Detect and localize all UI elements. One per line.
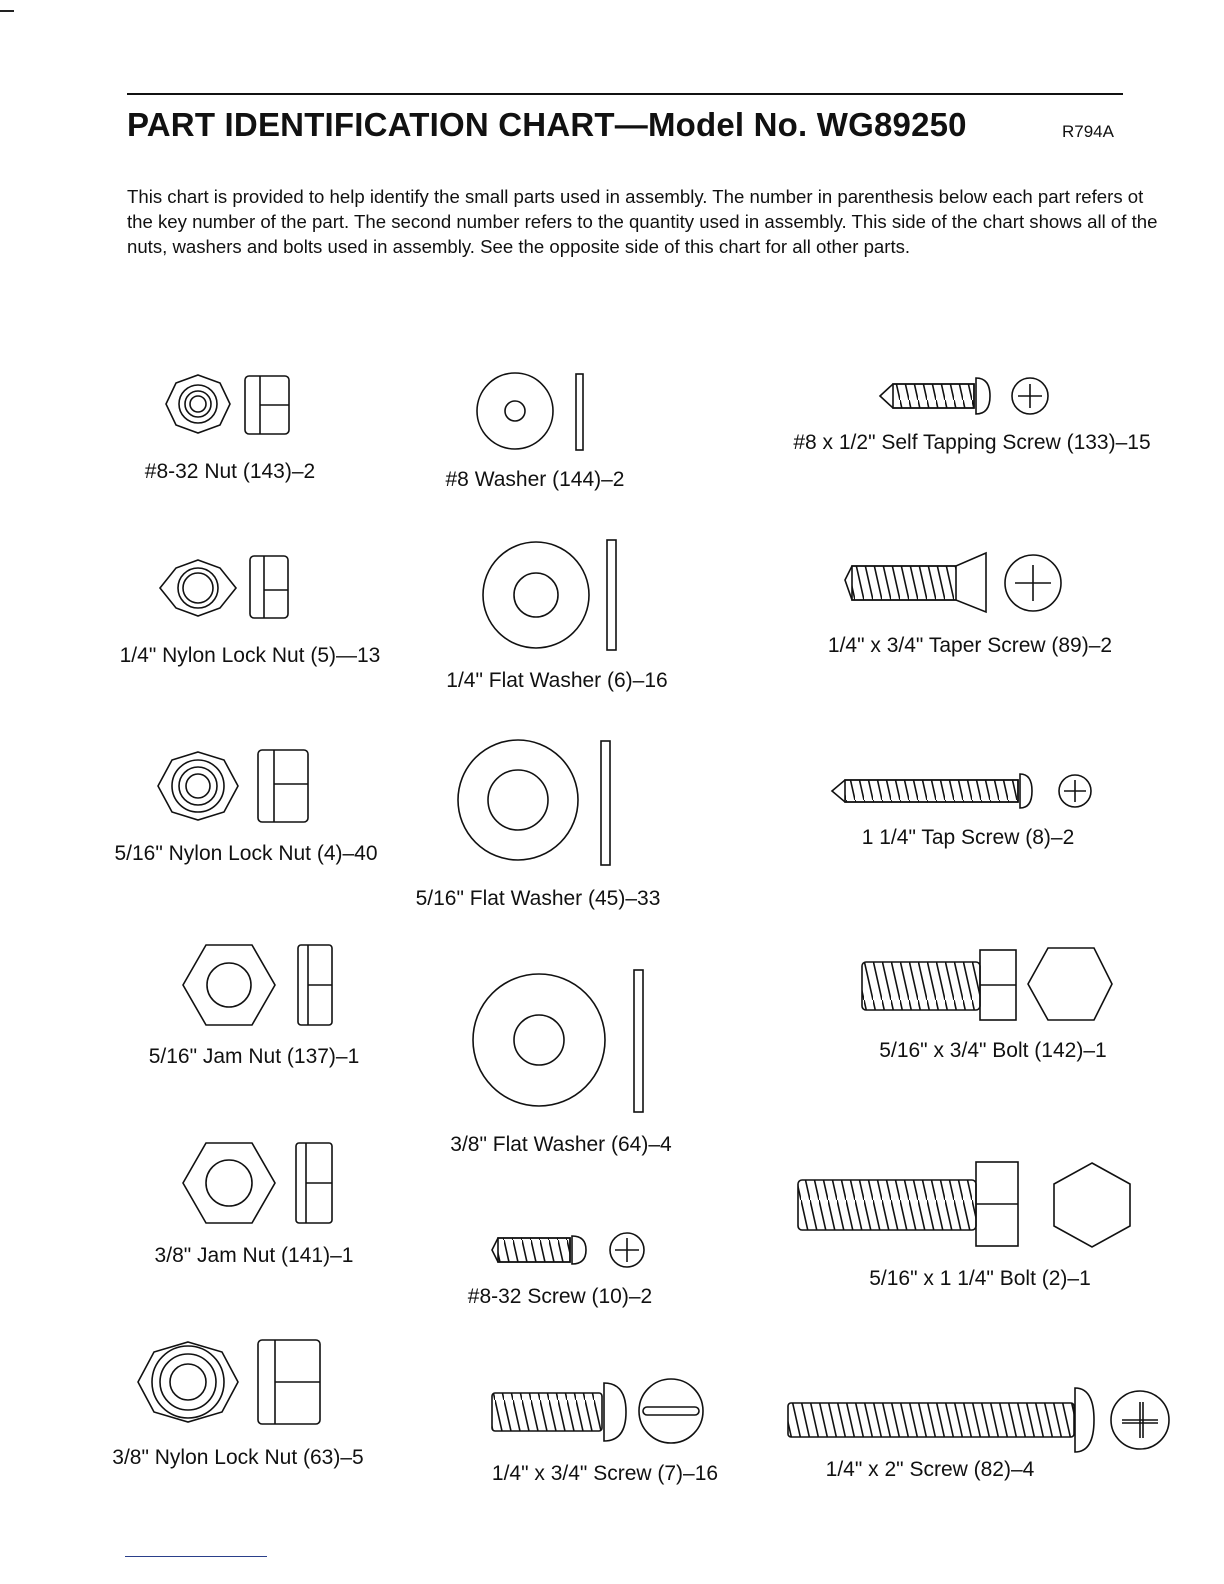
document-code: R794A xyxy=(1062,122,1114,141)
label-jam-nut-5-16: 5/16" Jam Nut (137)–1 xyxy=(148,1045,360,1068)
lock-nut-5-16-drawing xyxy=(158,750,308,822)
label-flat-washer-1-4: 1/4" Flat Washer (6)–16 xyxy=(446,669,668,692)
lock-nut-3-8-drawing xyxy=(138,1340,320,1424)
flat-washer-3-8-drawing xyxy=(473,970,643,1112)
jam-nut-3-8-drawing xyxy=(183,1143,332,1223)
jam-nut-5-16-drawing xyxy=(183,945,332,1025)
screw-1-4x3-4-drawing xyxy=(492,1379,703,1443)
label-tap-screw: 1 1/4" Tap Screw (8)–2 xyxy=(861,826,1075,849)
label-jam-nut-3-8: 3/8" Jam Nut (141)–1 xyxy=(154,1244,354,1267)
bolt-5-16x1-1-4-drawing xyxy=(798,1162,1130,1247)
intro-paragraph: This chart is provided to help identify the small parts used in assembly. The number in parenthesis below each part refers ot the key number of the part. The second number refers to the quantity used in assembly. This side of the chart shows all of the nuts, washers and bolts used in assembly. See the opposite side of this chart for all other parts. xyxy=(127,186,1158,257)
label-screw-8-32: #8-32 Screw (10)–2 xyxy=(467,1285,653,1308)
footer-rule xyxy=(125,1556,267,1557)
label-self-tapping-screw: #8 x 1/2" Self Tapping Screw (133)–15 xyxy=(793,431,1151,454)
label-flat-washer-5-16: 5/16" Flat Washer (45)–33 xyxy=(415,887,661,910)
label-screw-1-4x2: 1/4" x 2" Screw (82)–4 xyxy=(825,1458,1035,1481)
label-nut-8-32: #8-32 Nut (143)–2 xyxy=(144,460,316,483)
label-lock-nut-1-4: 1/4" Nylon Lock Nut (5)—13 xyxy=(119,644,381,667)
label-lock-nut-5-16: 5/16" Nylon Lock Nut (4)–40 xyxy=(114,842,378,865)
screw-1-4x2-drawing xyxy=(788,1388,1169,1452)
label-bolt-5-16x1-1-4: 5/16" x 1 1/4" Bolt (2)–1 xyxy=(869,1267,1091,1290)
nut-8-32-drawing xyxy=(166,375,289,434)
bolt-5-16x3-4-drawing xyxy=(862,948,1112,1020)
label-washer-8: #8 Washer (144)–2 xyxy=(445,468,625,491)
label-bolt-5-16x3-4: 5/16" x 3/4" Bolt (142)–1 xyxy=(879,1039,1107,1062)
flat-washer-5-16-drawing xyxy=(458,740,610,865)
tap-screw-drawing xyxy=(832,774,1091,808)
taper-screw-drawing xyxy=(845,553,1061,612)
page-title: PART IDENTIFICATION CHART—Model No. WG89250 xyxy=(127,106,967,143)
label-taper-screw: 1/4" x 3/4" Taper Screw (89)–2 xyxy=(827,634,1113,657)
label-flat-washer-3-8: 3/8" Flat Washer (64)–4 xyxy=(450,1133,672,1156)
washer-8-drawing xyxy=(477,373,583,450)
label-lock-nut-3-8: 3/8" Nylon Lock Nut (63)–5 xyxy=(112,1446,364,1469)
lock-nut-1-4-drawing xyxy=(160,556,288,618)
label-screw-1-4x3-4: 1/4" x 3/4" Screw (7)–16 xyxy=(491,1462,719,1485)
screw-8-32-drawing xyxy=(492,1233,644,1267)
self-tapping-screw-drawing xyxy=(880,378,1048,414)
flat-washer-1-4-drawing xyxy=(483,540,616,650)
